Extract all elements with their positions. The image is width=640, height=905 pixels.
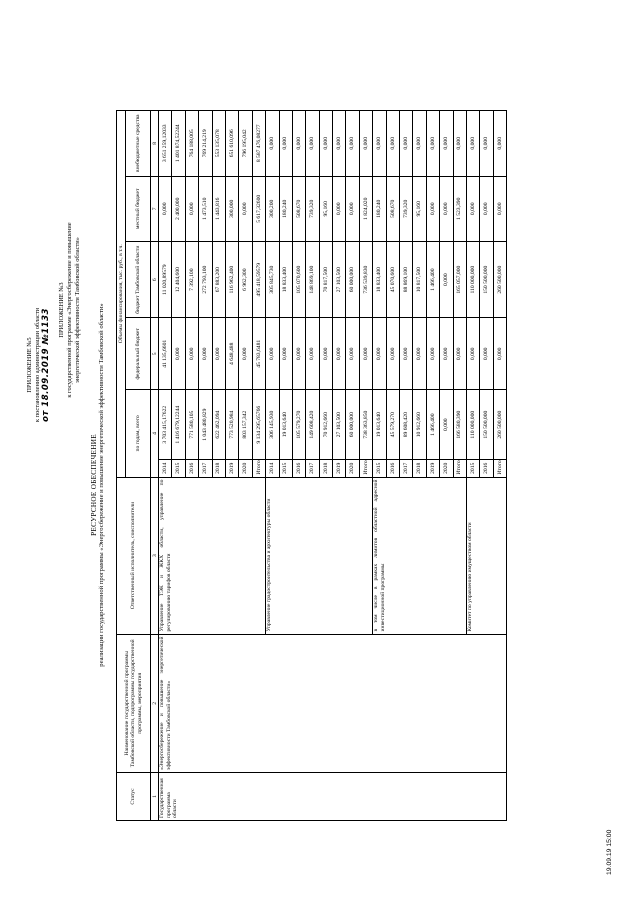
col-index: 2 [151,634,159,772]
year-cell: 2015 [279,460,292,477]
amount-by_years-cell: 60 000,000 [346,390,359,460]
amount-local-cell: 180,240 [279,176,292,241]
amount-by_years-cell: 0,000 [440,390,453,460]
amount-local-cell: 2 400,000 [172,176,185,241]
amount-regional-cell: 45 070,600 [386,242,399,318]
program-reference-line2: энергетической эффективности Тамбовской области» [74,237,81,383]
program-name-cell: «Энергосбережение и повышение энергетической эффективности Тамбовской области» [159,634,507,772]
header-local: местный бюджет [126,176,151,241]
header-funding: Объемы финансирования, тыс. руб., в т.ч. [117,111,126,478]
amount-federal-cell: 0,000 [466,318,479,390]
year-cell: 2020 [239,460,252,477]
year-cell: 2020 [346,460,359,477]
amount-by_years-cell: 150 500,000 [480,390,493,460]
amount-federal-cell: 4 648,488 [225,318,238,390]
amount-extra-cell: 764 188,005 [185,111,198,177]
amount-by_years-cell: 149 608,420 [306,390,319,460]
executor-cell: Управление ТЭК и ЖКХ области, управление по регулированию тарифов области [159,477,266,634]
amount-extra-cell: 1 401 874,52244 [172,111,185,177]
amount-federal-cell: 0,000 [373,318,386,390]
amount-extra-cell: 0,000 [346,111,359,177]
amount-federal-cell: 0,000 [239,318,252,390]
amount-local-cell: 0,000 [426,176,439,241]
resource-table [116,110,507,821]
amount-federal-cell: 0,000 [185,318,198,390]
amount-regional-cell: 67 883,200 [212,242,225,318]
year-cell: 2014 [266,460,279,477]
year-cell: Итого [252,460,265,477]
col-index: 6 [151,242,159,318]
year-cell: 2018 [413,460,426,477]
amount-extra-cell: 0,000 [359,111,372,177]
amount-local-cell: 0,000 [480,176,493,241]
amount-extra-cell: 0,000 [453,111,466,177]
amount-local-cell: 0,000 [346,176,359,241]
amount-regional-cell: 150 500,000 [480,242,493,318]
col-index: 3 [151,477,159,634]
amount-by_years-cell: 10 912,660 [413,390,426,460]
amount-by_years-cell: 19 013,640 [373,390,386,460]
amount-by_years-cell: 1 043 480,829 [199,390,212,460]
table-row [159,111,172,821]
amount-regional-cell: 88 869,100 [400,242,413,318]
amount-by_years-cell: 9 134 295,65766 [252,390,265,460]
amount-regional-cell: 10 817,500 [413,242,426,318]
amount-by_years-cell: 166 580,390 [453,390,466,460]
amount-by_years-cell: 89 608,420 [400,390,413,460]
status-cell: Государственная программа области [159,773,507,821]
amount-by_years-cell: 771 580,105 [185,390,198,460]
col-index: 5 [151,318,159,390]
amount-federal-cell: 0,000 [212,318,225,390]
amount-extra-cell: 0,000 [413,111,426,177]
amount-local-cell: 300,200 [266,176,279,241]
amount-regional-cell: 272 793,100 [199,242,212,318]
header-federal: федеральный бюджет [126,318,151,390]
amount-federal-cell: 0,000 [306,318,319,390]
year-cell: 2016 [292,460,305,477]
amount-extra-cell: 651 610,096 [225,111,238,177]
amount-local-cell: 95,160 [319,176,332,241]
amount-regional-cell: 0,000 [440,242,453,318]
amount-extra-cell: 8 587 476,08277 [252,111,265,177]
executor-cell: в том числе в рамках лимитов областной адресной инвестиционной программы [373,477,467,634]
amount-regional-cell: 6 962,300 [239,242,252,318]
amount-regional-cell: 1 466,400 [426,242,439,318]
program-appendix-header [58,140,82,480]
approval-header [26,215,51,515]
amount-extra-cell: 3 651 259,12033 [159,111,172,177]
amount-federal-cell: 0,000 [279,318,292,390]
amount-regional-cell: 27 103,500 [333,242,346,318]
title-subtitle: реализации государственной программы «Энергосбережение и повышение энергетической эффективности Тамбовской области» [98,303,106,667]
col-index: 7 [151,176,159,241]
year-cell: 2014 [159,460,172,477]
amount-by_years-cell: 1 416 679,12244 [172,390,185,460]
year-cell: 2015 [466,460,479,477]
executor-cell: Комитет по управлению имуществом области [466,477,506,634]
amount-extra-cell: 0,000 [400,111,413,177]
amount-federal-cell: 0,000 [292,318,305,390]
header-executor: Ответственный исполнитель, соисполнители [117,477,151,634]
amount-by_years-cell: 70 912,660 [319,390,332,460]
amount-federal-cell: 0,000 [440,318,453,390]
program-reference-line1: к государственной программе «Энергосбережение и повышение [66,222,73,398]
amount-regional-cell: 70 817,500 [319,242,332,318]
amount-regional-cell: 260 500,000 [493,242,506,318]
amount-regional-cell: 7 392,100 [185,242,198,318]
year-cell: 2017 [199,460,212,477]
amount-federal-cell: 0,000 [266,318,279,390]
year-cell: 2016 [386,460,399,477]
amount-local-cell: 0,000 [333,176,346,241]
amount-local-cell: 739,320 [400,176,413,241]
amount-regional-cell: 736 539,830 [359,242,372,318]
amount-extra-cell: 0,000 [306,111,319,177]
amount-extra-cell: 769 214,219 [199,111,212,177]
amount-local-cell: 0,000 [159,176,172,241]
amount-extra-cell: 0,000 [279,111,292,177]
amount-by_years-cell: 19 013,640 [279,390,292,460]
header-extra: внебюджетные средства [126,111,151,177]
header-regional: бюджет Тамбовской области [126,242,151,318]
amount-by_years-cell: 803 157,342 [239,390,252,460]
amount-regional-cell: 148 869,100 [306,242,319,318]
amount-by_years-cell: 306 145,930 [266,390,279,460]
amount-local-cell: 508,670 [292,176,305,241]
amount-regional-cell: 12 404,600 [172,242,185,318]
amount-regional-cell: 18 833,400 [279,242,292,318]
amount-extra-cell: 0,000 [373,111,386,177]
year-cell: 2015 [373,460,386,477]
amount-extra-cell: 0,000 [466,111,479,177]
amount-local-cell: 739,320 [306,176,319,241]
amount-federal-cell: 0,000 [480,318,493,390]
amount-federal-cell: 41 135,6601 [159,318,172,390]
year-cell: 2017 [400,460,413,477]
amount-by_years-cell: 622 462,094 [212,390,225,460]
amount-local-cell: 300,000 [225,176,238,241]
resolution-reference: к постановлению администрации области [34,307,42,423]
amount-regional-cell: 495 418,59579 [252,242,265,318]
header-name: Наименование государственной программы Тамбовской области, подпрограммы государственной программы, мероприятия [117,634,151,772]
year-cell: 2016 [185,460,198,477]
document-title [90,145,107,825]
amount-local-cell: 0,000 [185,176,198,241]
amount-federal-cell: 45 783,6481 [252,318,265,390]
amount-local-cell: 95,160 [413,176,426,241]
amount-extra-cell: 796 195,042 [239,111,252,177]
amount-local-cell: 0,000 [466,176,479,241]
col-index: 8 [151,111,159,177]
amount-federal-cell: 0,000 [400,318,413,390]
year-cell: Итого [359,460,372,477]
amount-extra-cell: 0,000 [333,111,346,177]
table-body [159,111,507,821]
amount-federal-cell: 0,000 [199,318,212,390]
amount-local-cell: 5 617,32600 [252,176,265,241]
amount-extra-cell: 0,000 [493,111,506,177]
amount-local-cell: 1 443,816 [212,176,225,241]
amount-local-cell: 1 824,020 [359,176,372,241]
amount-regional-cell: 11 020,89579 [159,242,172,318]
amount-by_years-cell: 738 363,850 [359,390,372,460]
amount-by_years-cell: 45 579,270 [386,390,399,460]
amount-by_years-cell: 773 520,984 [225,390,238,460]
executor-cell: Управление градостроительства и архитектуры области [266,477,373,634]
amount-by_years-cell: 3 703 415,17622 [159,390,172,460]
amount-federal-cell: 0,000 [319,318,332,390]
amount-federal-cell: 0,000 [493,318,506,390]
amount-by_years-cell: 1 466,400 [426,390,439,460]
amount-by_years-cell: 27 103,500 [333,390,346,460]
appendix-5-label: ПРИЛОЖЕНИЕ №5 [26,337,33,393]
handwritten-date-number: от 18.09.2019 №1133 [41,308,52,422]
year-cell: Итого [493,460,506,477]
amount-extra-cell: 0,000 [292,111,305,177]
amount-regional-cell: 116 962,400 [225,242,238,318]
amount-local-cell: 508,670 [386,176,399,241]
appendix-3-label: ПРИЛОЖЕНИЕ №3 [58,282,65,338]
table-header [117,111,159,821]
amount-extra-cell: 0,000 [440,111,453,177]
amount-local-cell: 180,240 [373,176,386,241]
year-cell: 2016 [480,460,493,477]
amount-federal-cell: 0,000 [172,318,185,390]
amount-extra-cell: 0,000 [480,111,493,177]
amount-by_years-cell: 260 500,000 [493,390,506,460]
year-cell: 2018 [319,460,332,477]
amount-local-cell: 0,000 [239,176,252,241]
amount-regional-cell: 60 000,000 [346,242,359,318]
amount-local-cell: 1 473,510 [199,176,212,241]
amount-local-cell: 0,000 [440,176,453,241]
year-cell: 2019 [426,460,439,477]
print-timestamp: 19.09.19 15:00 [606,829,613,875]
year-cell: 2019 [333,460,346,477]
header-status: Статус [117,773,151,821]
title-main: РЕСУРСНОЕ ОБЕСПЕЧЕНИЕ [90,434,98,536]
year-cell: 2019 [225,460,238,477]
year-cell: Итого [453,460,466,477]
amount-regional-cell: 165 057,000 [453,242,466,318]
amount-by_years-cell: 105 579,270 [292,390,305,460]
amount-federal-cell: 0,000 [359,318,372,390]
amount-regional-cell: 105 070,600 [292,242,305,318]
year-cell: 2018 [212,460,225,477]
col-index: 4 [151,390,159,477]
amount-federal-cell: 0,000 [453,318,466,390]
amount-by_years-cell: 110 000,000 [466,390,479,460]
amount-extra-cell: 0,000 [266,111,279,177]
amount-regional-cell: 18 833,400 [373,242,386,318]
amount-local-cell: 0,000 [493,176,506,241]
amount-extra-cell: 0,000 [426,111,439,177]
year-cell: 2015 [172,460,185,477]
amount-extra-cell: 0,000 [319,111,332,177]
amount-regional-cell: 110 000,000 [466,242,479,318]
amount-federal-cell: 0,000 [386,318,399,390]
column-index-row [151,111,159,821]
amount-federal-cell: 0,000 [413,318,426,390]
header-by-years: по годам, всего [126,390,151,477]
amount-federal-cell: 0,000 [333,318,346,390]
amount-federal-cell: 0,000 [346,318,359,390]
amount-extra-cell: 0,000 [386,111,399,177]
amount-local-cell: 1 523,390 [453,176,466,241]
year-cell: 2017 [306,460,319,477]
amount-federal-cell: 0,000 [426,318,439,390]
col-index: 1 [151,773,159,821]
amount-regional-cell: 305 845,730 [266,242,279,318]
year-cell: 2020 [440,460,453,477]
amount-extra-cell: 553 135,078 [212,111,225,177]
